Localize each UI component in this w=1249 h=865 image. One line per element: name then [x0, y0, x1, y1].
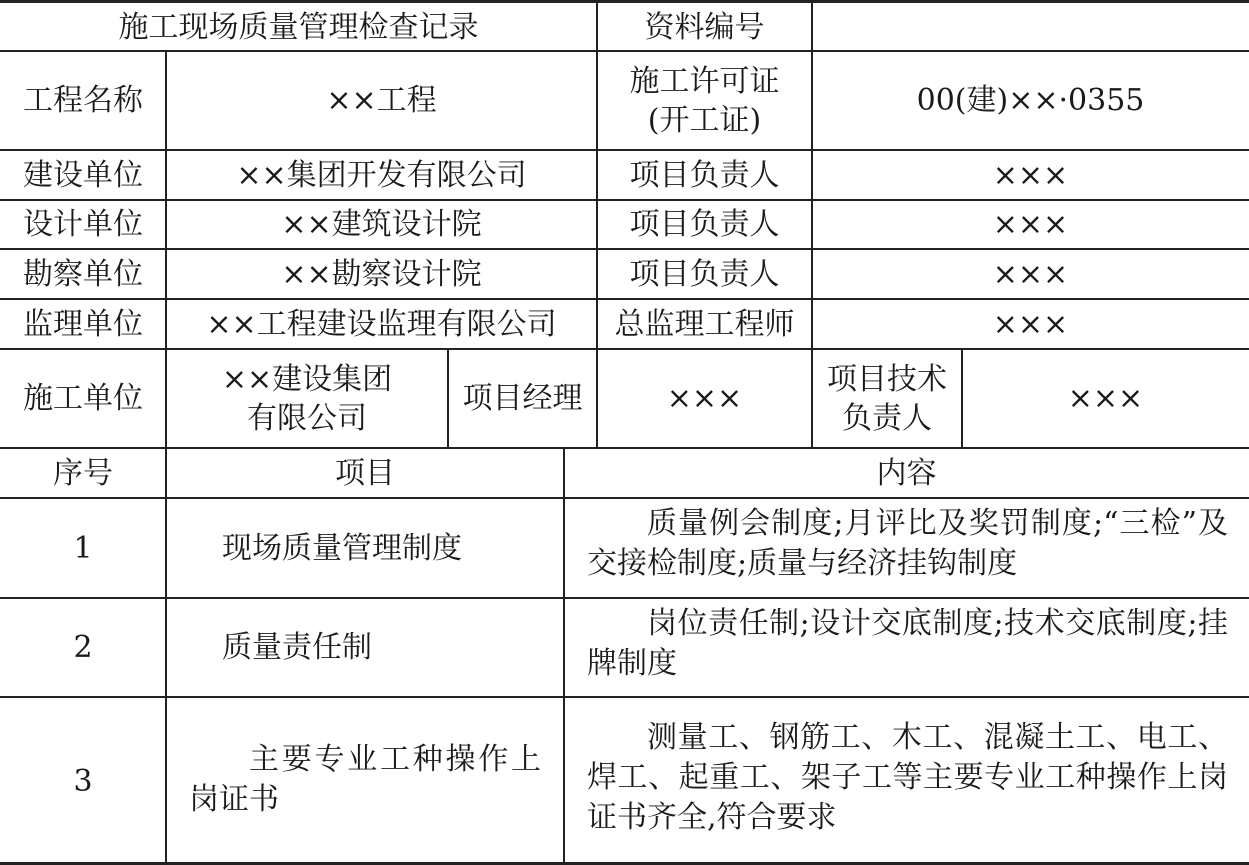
- design-label: 设计单位: [23, 207, 143, 242]
- grid-line: [961, 348, 963, 448]
- project-name-label: 工程名称: [23, 83, 143, 118]
- row-1-content: 质量例会制度;月评比及奖罚制度;“三检”及交接检制度;质量与经济挂钩制度: [587, 506, 1228, 581]
- design-pm-label: 项目负责人: [629, 207, 780, 242]
- row-3-item: 主要专业工种操作上岗证书: [189, 742, 541, 817]
- supervisor-label: 监理单位: [23, 306, 143, 342]
- col-header-no: 序号: [53, 455, 113, 491]
- supervisor-value: ××工程建设监理有限公司: [206, 306, 557, 342]
- row-2-content: 岗位责任制;设计交底制度;技术交底制度;挂牌制度: [587, 606, 1228, 681]
- contractor-label: 施工单位: [23, 381, 143, 416]
- grid-line: [447, 348, 449, 448]
- grid-line: [0, 248, 1249, 250]
- owner-value: ××集团开发有限公司: [236, 157, 527, 193]
- grid-line: [0, 497, 1249, 499]
- grid-line: [0, 696, 1249, 698]
- grid-line: [811, 3, 813, 448]
- survey-label: 勘察单位: [23, 256, 143, 292]
- row-2-item: 质量责任制: [222, 630, 372, 665]
- tech-lead-label-line-1: 项目技术: [827, 361, 947, 397]
- survey-pm-value: ×××: [992, 256, 1069, 292]
- owner-label: 建设单位: [23, 157, 143, 193]
- permit-label: [597, 51, 812, 150]
- grid-line: [0, 199, 1249, 201]
- doc-no-label: 资料编号: [644, 9, 765, 45]
- tech-lead-value: ×××: [1067, 381, 1144, 416]
- contractor-value-line-1: ××建设集团: [221, 361, 393, 397]
- owner-pm-label: 项目负责人: [629, 157, 780, 193]
- chief-engineer-label: 总监理工程师: [614, 306, 795, 342]
- grid-line: [0, 348, 1249, 350]
- pm-value: ×××: [666, 381, 743, 416]
- tech-lead-label: [812, 349, 962, 448]
- grid-line: [0, 447, 1249, 449]
- survey-value: ××勘察设计院: [281, 256, 482, 292]
- row-2-no: 2: [73, 630, 93, 665]
- col-header-content: 内容: [876, 455, 937, 491]
- design-value: ××建筑设计院: [281, 207, 482, 242]
- owner-pm-value: ×××: [992, 157, 1069, 193]
- grid-line: [0, 597, 1249, 599]
- doc-no-value: [812, 3, 1249, 51]
- survey-pm-label: 项目负责人: [629, 256, 780, 292]
- grid-line: [596, 3, 598, 448]
- permit-label-line-2: (开工证): [647, 102, 762, 138]
- permit-label-line-1: 施工许可证: [629, 63, 780, 99]
- design-pm-value: ×××: [992, 207, 1069, 242]
- tech-lead-label-line-2: 负责人: [842, 400, 932, 436]
- permit-value: 00(建)××·0355: [916, 83, 1145, 118]
- row-1-no: 1: [73, 530, 93, 566]
- row-1-item: 现场质量管理制度: [222, 530, 462, 566]
- row-3-no: 3: [73, 763, 93, 799]
- grid-line: [0, 298, 1249, 300]
- pm-label: 项目经理: [462, 381, 583, 416]
- row-3-content: 测量工、钢筋工、木工、混凝土工、电工、焊工、起重工、架子工等主要专业工种操作上岗证书齐全,符合要求: [587, 720, 1228, 835]
- project-name-value: ××工程: [326, 83, 437, 118]
- col-header-item: 项目: [335, 455, 395, 491]
- grid-line: [0, 149, 1249, 151]
- contractor-value-line-2: 有限公司: [247, 400, 367, 436]
- chief-engineer-value: ×××: [992, 306, 1069, 342]
- grid-line: [563, 447, 565, 865]
- grid-line: [165, 50, 167, 865]
- contractor-value: [166, 349, 448, 448]
- record-title: 施工现场质量管理检查记录: [118, 9, 479, 45]
- grid-line: [0, 50, 1249, 52]
